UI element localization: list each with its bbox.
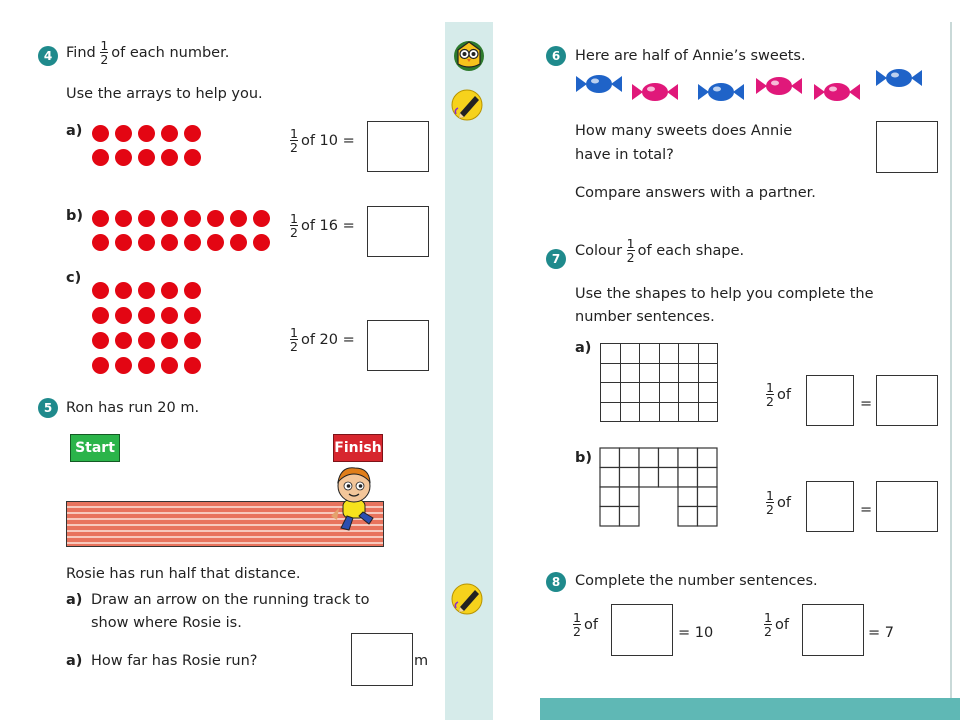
sweet-icon xyxy=(876,69,922,87)
grid-cell[interactable] xyxy=(660,403,680,423)
grid-cell[interactable] xyxy=(620,448,640,468)
grid-cell[interactable] xyxy=(679,403,699,423)
q4-rest: of each number. xyxy=(111,45,230,61)
q5-a2-text: How far has Rosie run? xyxy=(91,653,258,669)
answer-box[interactable] xyxy=(367,206,429,257)
grid-cell[interactable] xyxy=(699,383,719,403)
start-label: Start xyxy=(70,434,120,462)
grid-cell[interactable] xyxy=(699,403,719,423)
grid-cell[interactable] xyxy=(679,383,699,403)
grid-cell[interactable] xyxy=(699,364,719,384)
grid-cell[interactable] xyxy=(660,383,680,403)
answer-box[interactable] xyxy=(611,604,673,656)
answer-box[interactable] xyxy=(876,121,938,173)
grid-cell[interactable] xyxy=(659,448,679,468)
pencil-icon xyxy=(450,580,486,616)
grid-cell[interactable] xyxy=(659,468,679,488)
grid-shape-b[interactable] xyxy=(598,446,722,532)
grid-cell[interactable] xyxy=(699,344,719,364)
sweet-icon xyxy=(576,75,622,93)
q5-text: Ron has run 20 m. xyxy=(66,400,200,416)
right-edge-line xyxy=(950,22,952,698)
q8-sentence-2: $\frac{1}{2}$ of xyxy=(764,610,789,639)
fraction: $\frac{1}{2}$ xyxy=(766,488,774,517)
grid-cell[interactable] xyxy=(600,487,620,507)
grid-cell[interactable] xyxy=(621,403,641,423)
answer-box[interactable] xyxy=(876,375,938,426)
fraction: $\frac{1}{2}$ xyxy=(626,236,635,265)
runner-boy-icon xyxy=(325,462,381,534)
question-number: 7 xyxy=(546,249,566,269)
part-label: b) xyxy=(575,450,593,466)
fraction: $\frac{1}{2}$ xyxy=(764,610,772,639)
part-label: b) xyxy=(66,208,84,224)
grid-cell[interactable] xyxy=(601,383,621,403)
q6-compare: Compare answers with a partner. xyxy=(575,185,816,201)
q6-ask-line2: have in total? xyxy=(575,147,674,163)
q8-text: Complete the number sentences. xyxy=(575,573,818,589)
answer-box[interactable] xyxy=(367,320,429,371)
q4-hint: Use the arrays to help you. xyxy=(66,86,263,102)
grid-cell[interactable] xyxy=(620,468,640,488)
grid-cell[interactable] xyxy=(621,364,641,384)
part-label: c) xyxy=(66,270,82,286)
q5-a1-line2: show where Rosie is. xyxy=(91,615,242,631)
pencil-icon xyxy=(450,86,486,122)
grid-cell[interactable] xyxy=(678,487,698,507)
part-label: a) xyxy=(66,592,83,608)
dot-array-row xyxy=(92,210,270,227)
q4b-sentence: $\frac{1}{2}$ of 16 = xyxy=(290,211,355,240)
grid-cell[interactable] xyxy=(698,507,718,527)
q8-sentence-1: $\frac{1}{2}$ of xyxy=(573,610,598,639)
dot-array-row xyxy=(92,234,270,251)
grid-cell[interactable] xyxy=(601,344,621,364)
grid-cell[interactable] xyxy=(679,364,699,384)
sweet-icon xyxy=(756,77,802,95)
part-label: a) xyxy=(575,340,592,356)
question-number: 8 xyxy=(546,572,566,592)
q4-find: Find xyxy=(66,45,96,61)
grid-cell[interactable] xyxy=(698,468,718,488)
equals-sign: = xyxy=(860,502,873,518)
grid-cell[interactable] xyxy=(601,403,621,423)
part-label: a) xyxy=(66,123,83,139)
grid-cell[interactable] xyxy=(600,507,620,527)
grid-cell[interactable] xyxy=(698,487,718,507)
q5-a1-line1: Draw an arrow on the running track to xyxy=(91,592,370,608)
answer-box[interactable] xyxy=(806,481,854,532)
owl-icon xyxy=(452,38,486,72)
fraction: $\frac{1}{2}$ xyxy=(766,380,774,409)
sweet-icon xyxy=(814,83,860,101)
grid-cell[interactable] xyxy=(621,344,641,364)
grid-cell[interactable] xyxy=(620,487,640,507)
dot-array-row xyxy=(92,149,201,166)
footer-strip xyxy=(540,698,960,720)
q7-line2: number sentences. xyxy=(575,309,715,325)
q4-instruction xyxy=(66,40,229,66)
q5-rosie: Rosie has run half that distance. xyxy=(66,566,301,582)
grid-cell[interactable] xyxy=(678,468,698,488)
answer-box[interactable] xyxy=(806,375,854,426)
question-number: 4 xyxy=(38,46,58,66)
fraction: $\frac{1}{2}$ xyxy=(290,126,298,155)
sweets-row xyxy=(570,64,930,110)
question-number: 5 xyxy=(38,398,58,418)
grid-cell[interactable] xyxy=(640,344,660,364)
equals-sign: = xyxy=(860,396,873,412)
sweet-icon xyxy=(632,83,678,101)
answer-box[interactable] xyxy=(367,121,429,172)
grid-shape-a[interactable] xyxy=(600,343,718,422)
answer-box[interactable] xyxy=(351,633,413,686)
q8-tail-2: = 7 xyxy=(868,625,894,641)
grid-cell[interactable] xyxy=(620,507,640,527)
fraction: $\frac{1}{2}$ xyxy=(100,38,109,67)
q7a-sentence: $\frac{1}{2}$ of xyxy=(766,380,791,409)
fraction: $\frac{1}{2}$ xyxy=(573,610,581,639)
dot-array-grid xyxy=(92,282,201,374)
q7-instruction: Colour $\frac{1}{2}$ of each shape. xyxy=(575,236,745,265)
answer-box[interactable] xyxy=(802,604,864,656)
unit-label: m xyxy=(414,653,429,669)
grid-cell[interactable] xyxy=(660,344,680,364)
question-number: 6 xyxy=(546,46,566,66)
grid-cell[interactable] xyxy=(640,403,660,423)
q6-text: Here are half of Annie’s sweets. xyxy=(575,48,806,64)
q4a-sentence: $\frac{1}{2}$ of 10 = xyxy=(290,126,355,155)
grid-cell[interactable] xyxy=(678,507,698,527)
q8-tail-1: = 10 xyxy=(678,625,714,641)
grid-cell[interactable] xyxy=(679,344,699,364)
grid-cell[interactable] xyxy=(639,448,659,468)
grid-cell[interactable] xyxy=(698,448,718,468)
grid-cell[interactable] xyxy=(600,468,620,488)
finish-label: Finish xyxy=(333,434,383,462)
q7b-sentence: $\frac{1}{2}$ of xyxy=(766,488,791,517)
sweet-icon xyxy=(698,83,744,101)
grid-cell[interactable] xyxy=(601,364,621,384)
answer-box[interactable] xyxy=(876,481,938,532)
q7-line1: Use the shapes to help you complete the xyxy=(575,286,874,302)
q6-ask-line1: How many sweets does Annie xyxy=(575,123,793,139)
grid-cell[interactable] xyxy=(678,448,698,468)
grid-cell[interactable] xyxy=(640,383,660,403)
q4c-sentence: $\frac{1}{2}$ of 20 = xyxy=(290,325,355,354)
grid-cell[interactable] xyxy=(621,383,641,403)
grid-cell[interactable] xyxy=(639,468,659,488)
grid-cell[interactable] xyxy=(660,364,680,384)
grid-cell[interactable] xyxy=(640,364,660,384)
fraction: $\frac{1}{2}$ xyxy=(290,211,298,240)
part-label: a) xyxy=(66,653,83,669)
dot-array-row xyxy=(92,125,201,142)
grid-cell[interactable] xyxy=(600,448,620,468)
fraction: $\frac{1}{2}$ xyxy=(290,325,298,354)
